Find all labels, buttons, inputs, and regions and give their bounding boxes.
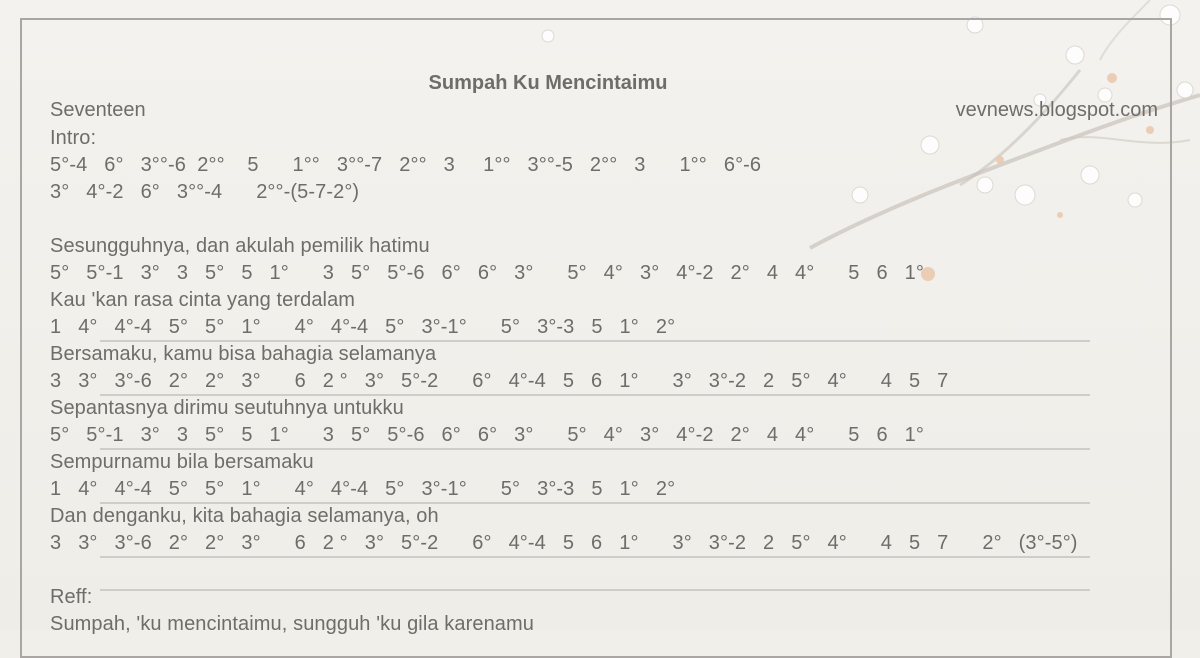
lyric-line: Kau 'kan rasa cinta yang terdalam <box>50 289 356 311</box>
notation-line: 5°-4 6° 3°°-6 2°° 5 1°° 3°°-7 2°° 3 1°° 3°°-5 2°° 3 1°° 6°-6 <box>50 154 762 176</box>
divider-line <box>100 556 1090 558</box>
lyric-line: Sepantasnya dirimu seutuhnya untukku <box>50 397 404 419</box>
lyric-line: Sempurnamu bila bersamaku <box>50 451 314 473</box>
notation-line: 3° 4°-2 6° 3°°-4 2°°-(5-7-2°) <box>50 181 360 203</box>
section-label: Reff: <box>50 586 93 608</box>
section-label: Intro: <box>50 127 97 149</box>
notation-line: 3 3° 3°-6 2° 2° 3° 6 2 ° 3° 5°-2 6° 4°-4 5 6 1° 3° 3°-2 2 5° 4° 4 5 7 <box>50 370 949 392</box>
divider-line <box>100 394 1090 396</box>
site-url: vevnews.blogspot.com <box>955 99 1158 121</box>
notation-line: 1 4° 4°-4 5° 5° 1° 4° 4°-4 5° 3°-1° 5° 3°-3 5 1° 2° <box>50 478 676 500</box>
lyric-line: Bersamaku, kamu bisa bahagia selamanya <box>50 343 437 365</box>
notation-line: 5° 5°-1 3° 3 5° 5 1° 3 5° 5°-6 6° 6° 3° 5° 4° 3° 4°-2 2° 4 4° 5 6 1° <box>50 262 924 284</box>
divider-line <box>100 340 1090 342</box>
lyric-line: Dan denganku, kita bahagia selamanya, oh <box>50 505 439 527</box>
divider-line <box>100 448 1090 450</box>
song-title: Sumpah Ku Mencintaimu <box>428 72 668 94</box>
notation-line: 5° 5°-1 3° 3 5° 5 1° 3 5° 5°-6 6° 6° 3° 5° 4° 3° 4°-2 2° 4 4° 5 6 1° <box>50 424 924 446</box>
lyric-line: Sesungguhnya, dan akulah pemilik hatimu <box>50 235 430 257</box>
lyric-line: Sumpah, 'ku mencintaimu, sungguh 'ku gila karenamu <box>50 613 535 635</box>
artist-name: Seventeen <box>50 99 146 121</box>
divider-line <box>100 502 1090 504</box>
notation-line: 3 3° 3°-6 2° 2° 3° 6 2 ° 3° 5°-2 6° 4°-4 5 6 1° 3° 3°-2 2 5° 4° 4 5 7 2° (3°-5°) <box>50 532 1078 554</box>
notation-line: 1 4° 4°-4 5° 5° 1° 4° 4°-4 5° 3°-1° 5° 3°-3 5 1° 2° <box>50 316 676 338</box>
divider-line <box>100 589 1090 591</box>
